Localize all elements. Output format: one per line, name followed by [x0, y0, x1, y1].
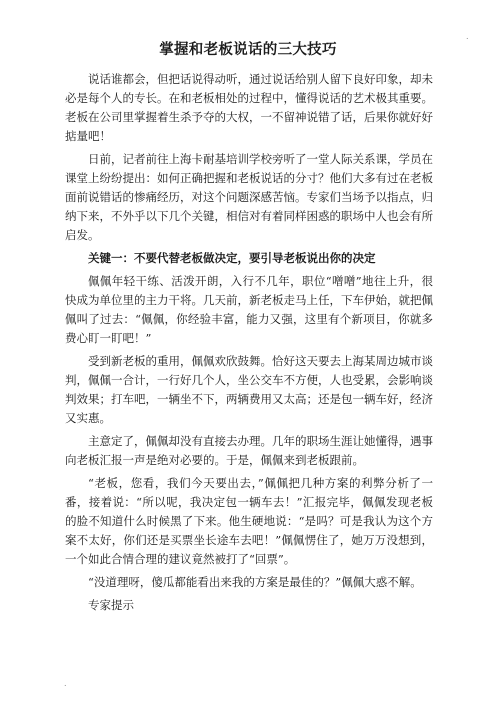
document-body [65, 70, 433, 619]
section-paragraph: “没道理呀，傻瓜都能看出来我的方案是最佳的？”佩佩大惑不解。 [88, 575, 422, 589]
document-title: 掌握和老板说话的三大技巧 [159, 42, 337, 58]
section-paragraph: 主意定了，佩佩却没有直接去办理。几年的职场生涯让她懂得，遇事向老板汇报一声是绝对必要的。于是，佩佩来到老板跟前。 [65, 434, 433, 467]
section-paragraph: 佩佩年轻干练、活泼开朗，入行不几年，职位“噌噌”地往上升，很快成为单位里的主力干将。几天前，新老板走马上任，下车伊始，就把佩佩叫了过去：“佩佩，你经验丰富，能力又强，这里有个新项目，你就多费心盯一盯吧！” [65, 274, 433, 345]
intro-paragraph-1: 说话谁都会，但把话说得动听，通过说话给别人留下良好印象，却未必是每个人的专长。在和老板相处的过程中，懂得说话的艺术极其重要。老板在公司里掌握着生杀予夺的大权，一不留神说错了话，后果你就好好掂量吧！ [65, 72, 433, 143]
page-corner-mark-top: . [466, 32, 469, 41]
page-corner-mark-bottom: . [64, 679, 67, 688]
section-paragraph: 受到新老板的重用，佩佩欢欣鼓舞。恰好这天要去上海某周边城市谈判，佩佩一合计，一行好几个人，坐公交车不方便，人也受累，会影响谈判效果；打车吧，一辆坐不下，两辆费用又太高；还是包一辆车好，经济又实惠。 [65, 354, 433, 425]
section-paragraph: “老板，您看，我们今天要出去，”佩佩把几种方案的利弊分析了一番，接着说：“所以呢，我决定包一辆车去！”汇报完毕，佩佩发现老板的脸不知道什么时候黑了下来。他生硬地说：“是吗？可是我认为这个方案不太好，你们还是买票坐长途车去吧！”佩佩愣住了，她万万没想到，一个如此合情合理的建议竟然被打了“回票”。 [65, 476, 433, 566]
section-heading-key-1: 关键一：不要代替老板做决定，要引导老板说出你的决定 [88, 251, 376, 265]
intro-paragraph-2: 日前，记者前往上海卡耐基培训学校旁听了一堂人际关系课，学员在课堂上纷纷提出：如何正确把握和老板说话的分寸？他们大多有过在老板面前说错话的惨痛经历，对这个问题深感苦恼。专家们当场予以指点，归纳下来，不外乎以下几个关键，相信对有着同样困惑的职场中人也会有所启发。 [65, 152, 433, 242]
expert-tip-label: 专家提示 [88, 598, 134, 612]
